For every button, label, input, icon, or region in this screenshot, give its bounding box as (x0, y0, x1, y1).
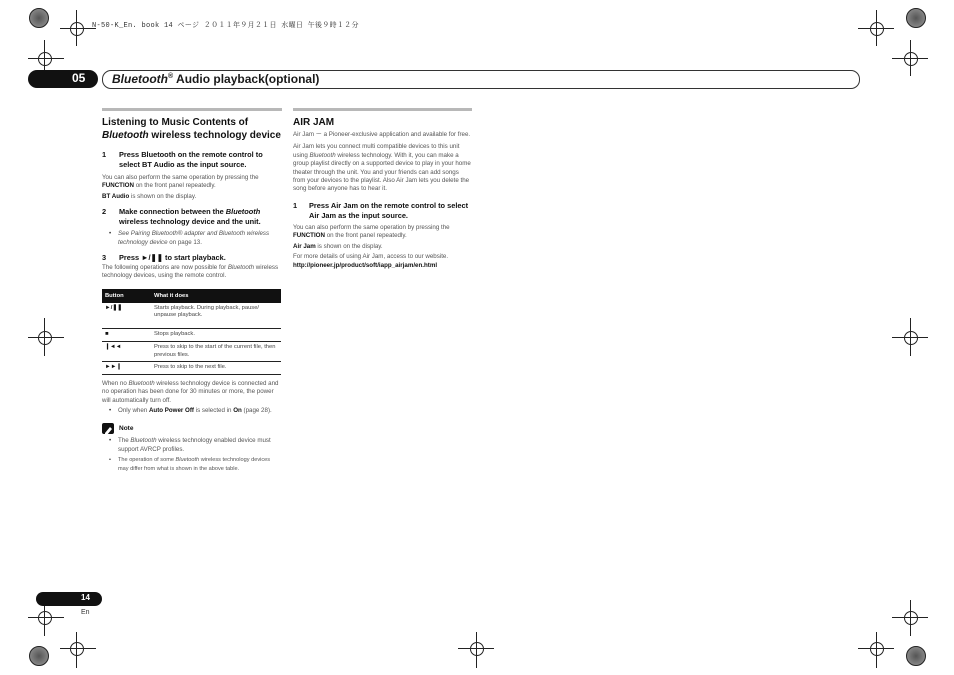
previous-button-label: ❙◄◄ (102, 341, 151, 361)
chapter-number: 05 (72, 71, 86, 85)
section-rule (102, 108, 282, 111)
right-column (293, 108, 472, 271)
section-title-air-jam: AIR JAM (293, 117, 335, 128)
table-cell-desc: Press to skip to the next file. (151, 362, 281, 375)
table-row (102, 303, 281, 329)
step-2: 2 Make connection between the Bluetooth wireless technology device and the unit. (102, 207, 261, 227)
note-header: Note (102, 423, 282, 434)
table-cell-desc: Press to skip to the start of the current file, then previous files. (151, 341, 281, 361)
air-jam-display: Air Jam is shown on the display. (293, 242, 383, 250)
note-pencil-icon (102, 423, 114, 434)
page-number: 14 (81, 593, 90, 602)
air-jam-description: Air Jam lets you connect multi compatible devices to this unit using Bluetooth wireless technology. With it, you can make a group playlist directly on a supported device to play in your home theater through the unit. You and your friends can add songs from your devices to the playlist. Also Air Jam lets you delete the song before anyone has to hear it. (293, 143, 471, 193)
step-2-bullet: • See Pairing Bluetooth® adapter and Bluetooth wireless technology device on page 13. (102, 230, 282, 247)
table-header-button: Button (102, 289, 151, 303)
stop-button-label: ■ (102, 329, 151, 342)
left-column (102, 108, 282, 473)
air-jam-more-info: For more details of using Air Jam, access to our website. (293, 253, 449, 261)
chapter-tab (28, 70, 98, 88)
table-row (102, 362, 281, 375)
auto-power-off-text: When no Bluetooth wireless technology device is connected and no operation has been done for 30 minutes or more, the power will automatically turn off. (102, 379, 279, 404)
play-pause-button-label: ►/❚❚ (102, 303, 151, 329)
table-cell-desc: Starts playback. During playback, pause/ unpause playback. (151, 303, 281, 329)
table-cell-desc: Stops playback. (151, 329, 281, 342)
table-row (102, 329, 281, 342)
section-rule (293, 108, 472, 111)
air-jam-intro: Air Jam ー a Pioneer-exclusive application and available for free. (293, 131, 471, 138)
step-1-display: BT Audio is shown on the display. (102, 192, 197, 200)
operations-table (102, 289, 281, 375)
chapter-title: Bluetooth® Audio playback(optional) (112, 72, 320, 86)
step-3-note: The following operations are now possible for Bluetooth wireless technology devices, using the remote control. (102, 264, 279, 280)
step-1-note: You can also perform the same operation by pressing the FUNCTION on the front panel repeatedly. (102, 174, 259, 190)
page-number-tab (36, 592, 102, 606)
page-language: En (81, 609, 90, 616)
next-button-label: ►►❙ (102, 362, 151, 375)
file-info-line: N-50-K_En. book 14 ページ ２０１１年９月２１日 水曜日 午後９時１２分 (92, 22, 359, 30)
air-jam-step-1: 1 Press Air Jam on the remote control to select Air Jam as the input source. (293, 200, 469, 220)
note-bullet-1: • The Bluetooth wireless technology enabled device must support AVRCP profiles. (102, 437, 282, 454)
table-row (102, 341, 281, 361)
section-title-bluetooth: Listening to Music Contents of Bluetooth wireless technology device (102, 117, 281, 141)
air-jam-step-1-note: You can also perform the same operation by pressing the FUNCTION on the front panel repeatedly. (293, 223, 450, 240)
step-3: 3 Press ►/❚❚ to start playback. (102, 253, 226, 263)
table-header-action: What it does (151, 289, 281, 303)
step-1: 1 Press Bluetooth on the remote control to select BT Audio as the input source. (102, 150, 263, 169)
air-jam-url-link[interactable]: http://pioneer.jp/product/soft/iapp_airjam/en.html (293, 262, 438, 270)
note-bullet-2: • The operation of some Bluetooth wireless technology devices may differ from what is shown in the above table. (102, 456, 282, 473)
auto-power-off-bullet: • Only when Auto Power Off is selected in On (page 28). (102, 407, 282, 415)
